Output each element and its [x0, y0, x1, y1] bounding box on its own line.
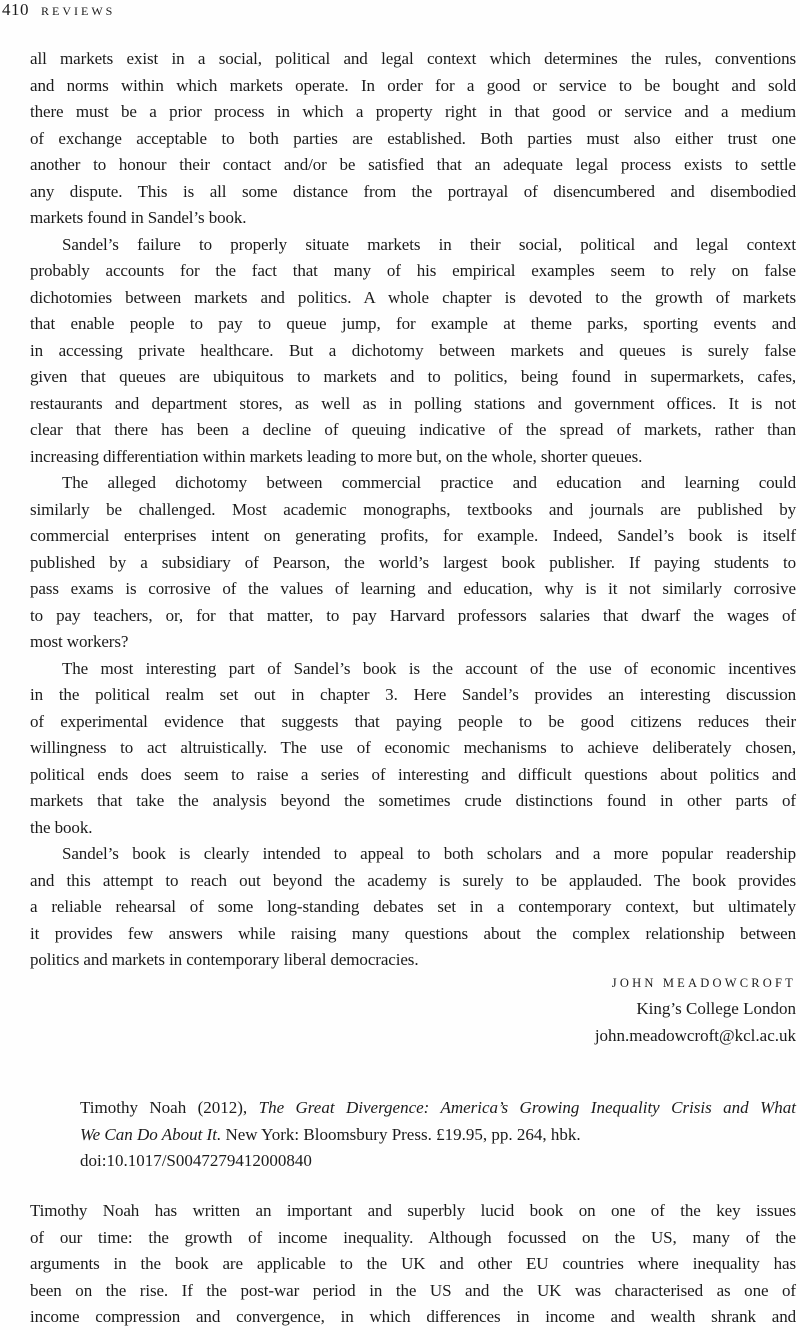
text-line: The most interesting part of Sandel’s book is the account of the use of economic incentives — [62, 658, 796, 678]
text-line: markets that take the analysis beyond the sometimes crude distinctions found in other parts of — [30, 791, 796, 810]
text-line: similarly be challenged. Most academic monographs, textbooks and journals are published by — [30, 499, 796, 519]
reviewer-name: JOHN MEADOWCROFT — [611, 976, 796, 990]
paragraph — [30, 470, 796, 656]
text-line: been on the rise. If the post-war period in the US and the UK was characterised as one of — [30, 1280, 796, 1300]
text-line: of exchange acceptable to both parties are established. Both parties must also either trust one — [30, 128, 796, 148]
text-line: published by a subsidiary of Pearson, the world’s largest book publisher. If paying students to — [30, 552, 796, 572]
text-line: and norms within which markets operate. In order for a good or service to be bought and sold — [30, 75, 796, 95]
text-line: arguments in the book are applicable to the UK and other EU countries where inequality has — [30, 1254, 796, 1273]
page-number: 410 — [2, 0, 29, 19]
book-citation — [80, 1095, 796, 1175]
text-line: that enable people to pay to queue jump, for example at theme parks, sporting events and — [30, 314, 796, 333]
text-line: willingness to act altruistically. The use of economic mechanisms to achieve deliberately chosen, — [30, 738, 796, 757]
citation-segment: doi:10.1017/S0047279412000840 — [80, 1151, 312, 1170]
citation-line — [80, 1148, 796, 1175]
text-line: Sandel’s book is clearly intended to appeal to both scholars and a more popular readership — [62, 844, 796, 863]
text-line: any dispute. This is all some distance from the portrayal of disencumbered and disembodied — [30, 181, 796, 201]
text-line: increasing differentiation within markets leading to more but, on the whole, shorter queues. — [30, 446, 643, 466]
citation-segment: Timothy Noah (2012), — [80, 1098, 259, 1117]
text-line: political ends does seem to raise a series of interesting and difficult questions about politics and — [30, 764, 796, 784]
text-line: another to honour their contact and/or be satisfied that an adequate legal process exists to settle — [30, 155, 796, 174]
paragraph — [30, 841, 796, 974]
text-line: given that queues are ubiquitous to markets and to politics, being found in supermarkets, cafes, — [30, 367, 796, 386]
text-line: most workers? — [30, 632, 129, 651]
citation-line — [80, 1095, 796, 1122]
text-line: commercial enterprises intent on generating profits, for example. Indeed, Sandel’s book is itself — [30, 526, 796, 545]
paragraph — [30, 656, 796, 842]
text-line: of our time: the growth of income inequality. Although focussed on the US, many of the — [30, 1227, 796, 1247]
text-line: Timothy Noah has written an important and superbly lucid book on one of the key issues — [30, 1201, 796, 1220]
reviewer-signature — [30, 971, 796, 1049]
text-line: The alleged dichotomy between commercial practice and education and learning could — [62, 473, 796, 492]
citation-segment: New York: Bloomsbury Press. £19.95, pp. 264, hbk. — [221, 1124, 581, 1144]
paragraph — [30, 46, 796, 232]
text-line: in accessing private healthcare. But a dichotomy between markets and queues is surely false — [30, 340, 796, 360]
next-review-body — [30, 1198, 796, 1330]
text-line: probably accounts for the fact that many of his empirical examples seem to rely on false — [30, 261, 796, 280]
page-header — [2, 0, 115, 20]
text-line: to pay teachers, or, for that matter, to pay Harvard professors salaries that dwarf the wages of — [30, 605, 796, 625]
text-line: of experimental evidence that suggests that paying people to be good citizens reduces their — [30, 711, 796, 731]
text-line: it provides few answers while raising many questions about the complex relationship between — [30, 923, 796, 943]
citation-line — [80, 1122, 796, 1149]
text-line: income compression and convergence, in which differences in income and wealth shrank and — [30, 1307, 796, 1326]
text-line: Sandel’s failure to properly situate markets in their social, political and legal context — [62, 234, 796, 254]
text-line: in the political realm set out in chapter 3. Here Sandel’s provides an interesting discussion — [30, 685, 796, 704]
text-line: the book. — [30, 817, 93, 837]
paragraph — [30, 232, 796, 471]
text-line: restaurants and department stores, as well as in polling stations and government offices. It is not — [30, 393, 796, 413]
text-line: pass exams is corrosive of the values of learning and education, why is it not similarly corrosive — [30, 579, 796, 598]
text-line: politics and markets in contemporary liberal democracies. — [30, 950, 419, 969]
citation-segment: We Can Do About It. — [80, 1124, 222, 1144]
review-body — [30, 46, 796, 974]
text-line: markets found in Sandel’s book. — [30, 208, 247, 227]
paragraph — [30, 1198, 796, 1330]
running-head: REVIEWS — [41, 4, 116, 18]
text-line: and this attempt to reach out beyond the academy is surely to be applauded. The book provides — [30, 870, 796, 890]
text-line: there must be a prior process in which a property right in that good or service and a medium — [30, 102, 796, 121]
text-line: all markets exist in a social, political and legal context which determines the rules, conventions — [30, 49, 796, 68]
text-line: dichotomies between markets and politics. A whole chapter is devoted to the growth of markets — [30, 287, 796, 307]
citation-segment: The Great Divergence: America’s Growing Inequality Crisis and What — [258, 1098, 796, 1117]
reviewer-email: john.meadowcroft@kcl.ac.uk — [594, 1025, 796, 1045]
reviewer-affiliation: King’s College London — [636, 999, 796, 1018]
text-line: clear that there has been a decline of queuing indicative of the spread of markets, rather than — [30, 420, 796, 439]
text-line: a reliable rehearsal of some long-standing debates set in a contemporary context, but ultimately — [30, 897, 796, 916]
